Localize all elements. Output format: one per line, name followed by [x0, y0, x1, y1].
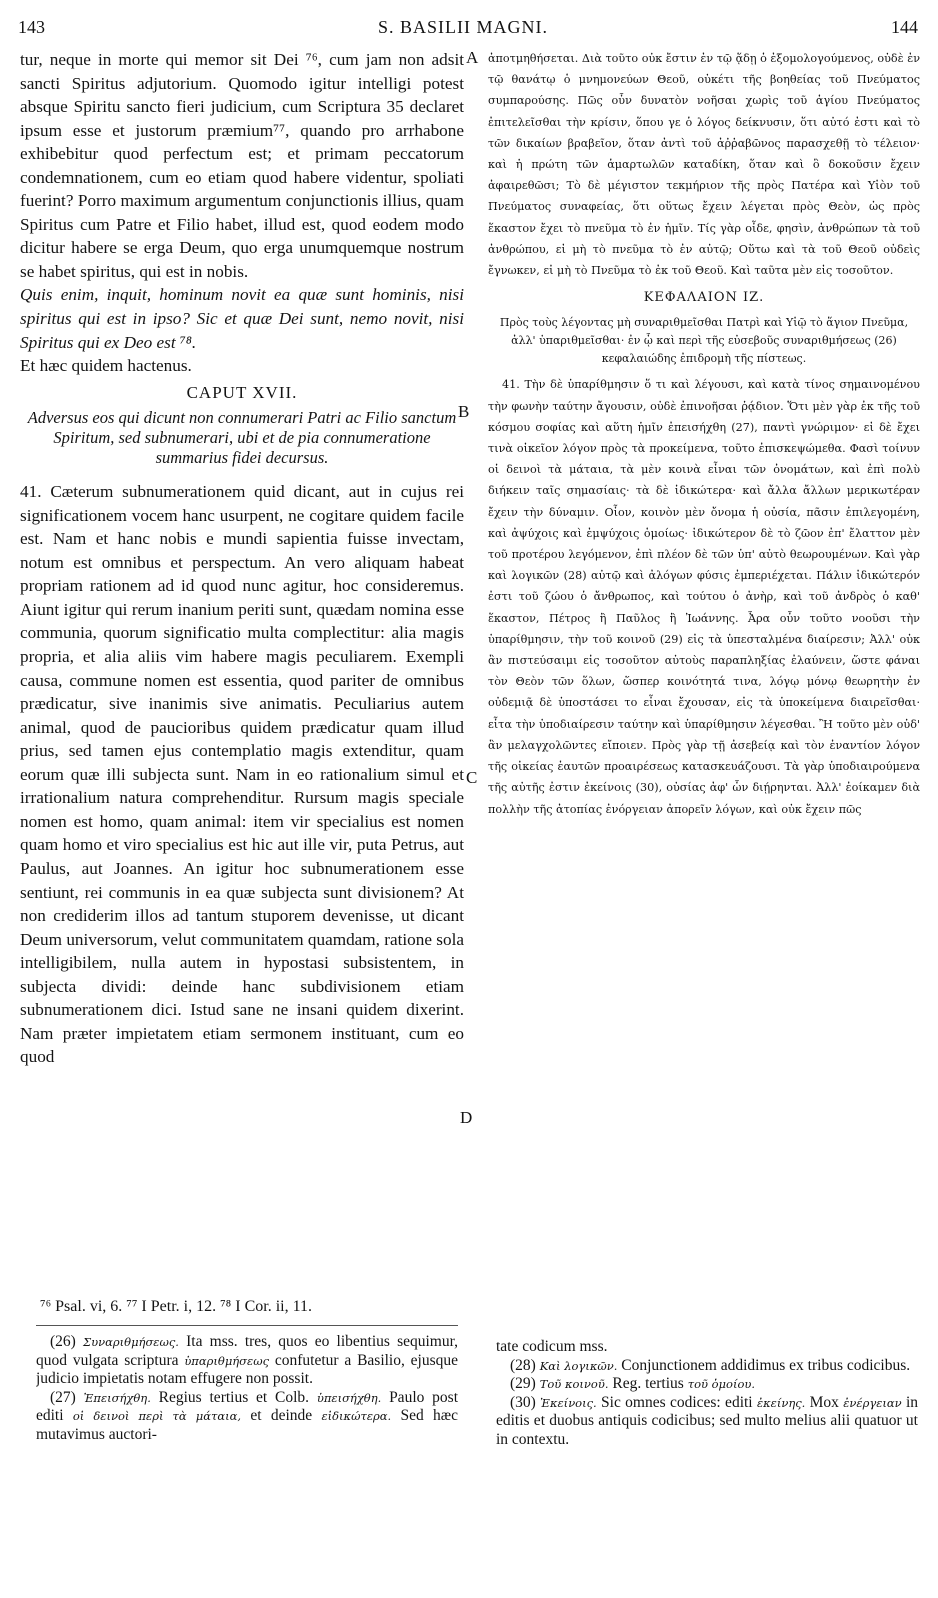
footnote-rule-left — [36, 1325, 458, 1326]
greek-paragraph-41: 41. Τὴν δὲ ὑπαρίθμησιν ὅ τι καὶ λέγουσι, καὶ κατὰ τίνος σημαινομένου τὴν φωνὴν ταύτην ἄγουσιν, οὐδὲ ἐπινοῆσαι ῥᾴδιον. Ὅτι μὲν γὰρ ἐκ τῆς τοῦ κόσμου σοφίας καὶ αὕτη ἡμῖν ἐπεισήχθη (27), παντὶ γνώριμον· εἰ δὲ ἔχει τινὰ οἰκεῖον λόγον πρὸς τὰ προκείμενα, τοῦτο ἐπισκεψώμεθα. Φασὶ τοίνυν οἱ δεινοὶ τὰ μάταια, τὰ μὲν κοινὰ εἶναι τῶν ὀνομάτων, καὶ ἐπὶ πολὺ διήκειν ταῖς σημασίαις· τὰ δὲ ἰδικώτερα· καὶ ἄλλα ἄλλων μερικωτέραν ἔχειν τὴν δύναμιν. Οἷον, κοινὸν μὲν ὄνομα ἡ οὐσία, πᾶσιν ἐπιλεγομένη, καὶ ἀψύχοις καὶ ἐμψύχοις ὁμοίως· ἰδικώτερον δὲ τὸ ζῶον ἐπ' ἔλαττον μὲν τοῦ προτέρου λεγόμενον, ἐπὶ πλέον δὲ τῶν ὑπ' αὐτὸ θεωρουμένων. Καὶ γὰρ καὶ λογικῶν (28) αὐτῷ καὶ ἀλόγων φύσις ἐμπεριέχεται. Πάλιν ἰδικώτερόν ἐστι τοῦ ζώου ὁ ἄνθρωπος, καὶ τούτου ὁ ἀνὴρ, καὶ τοῦ ἀνδρὸς ὁ καθ' ἕκαστον, Πέτρος ἢ Παῦλος ἢ Ἰωάννης. Ἆρα οὖν τοῦτο νοοῦσι τὴν ὑπαρίθμησιν, τὴν τοῦ κοινοῦ (29) εἰς τὰ ὑπεσταλμένα διαίρεσιν; Ἀλλ' οὐκ ἂν πιστεύσαιμι εἰς τοσοῦτον αὐτοὺς παραπληξίας ἐλαύνειν, ὥστε φάναι τὸν Θεὸν τῶν ὅλων, ὥσπερ κοινότητά τινα, λόγῳ μόνῳ θεωρητὴν ἐν οὐδεμιᾷ δὲ ὑποστάσει το εἶναι ἔχουσαν, εἰς τὰ ὑποκείμενα διαιρεῖσθαι· εἶτα τὴν ὑποδιαίρεσιν ταύτην καὶ ὑπαρίθμησιν λέγεσθαι. Ἢ τοῦτο μὲν οὐδ' ἂν μελαγχολῶντες εἴποιεν. Πρὸς γὰρ τῇ ἀσεβείᾳ καὶ τὸν ἐναντίον λόγον τῆς οἰκείας ἑαυτῶν προαιρέσεως κατασκευάζουσι. Τὰ γὰρ ὑποδιαιρούμενα τῆς αὐτῆς ἐστιν ἐκείνοις (30), οὐσίας ἀφ' ὧν διῄρηνται. Ἀλλ' ἐοίκαμεν διὰ πολλὴν τῆς ἀτοπίας ἐνόργειαν ἀπορεῖν λόγων, καὶ οὐκ ἔχειν πῶς — [488, 378, 920, 816]
footnote-text: Regius tertius et Colb. — [158, 1388, 310, 1406]
footnote-greek-term: Καὶ λογικῶν. — [539, 1358, 618, 1373]
footnote-greek-term: τοῦ ὁμοίου. — [687, 1377, 756, 1392]
latin-chapter-summary: Adversus eos qui dicunt non connumerari Patri ac Filio sanctum Spiritum, sed subnumerari, ubi et de pia connumeratione summarius fidei decursus. — [27, 408, 457, 468]
page-number-left: 143 — [18, 17, 45, 37]
footnote-greek-term: ὑπαριθμήσεως — [184, 1353, 270, 1368]
latin-chapter-heading: CAPUT XVII. — [186, 382, 298, 402]
greek-chapter-heading: ΚΕΦΑΛΑΙΟΝ ΙΖ. — [643, 290, 765, 306]
running-title: S. BASILII MAGNI. — [378, 17, 548, 37]
footnote-text: in editis et duobus antiquis codicibus; sed multo melius alii quatuor ut in contextu. — [496, 1393, 918, 1448]
margin-letter-b: B — [458, 402, 470, 421]
scripture-citations: ⁷⁶ Psal. vi, 6. ⁷⁷ I Petr. i, 12. ⁷⁸ I Cor. ii, 11. — [40, 1298, 312, 1315]
footnote-greek-term: ἐκείνης. — [756, 1395, 806, 1410]
footnote-label: (29) — [510, 1375, 536, 1393]
footnote-greek-term: οἱ δεινοὶ περὶ τὰ μάταια, — [72, 1409, 242, 1424]
margin-letter-c: C — [466, 768, 478, 787]
footnote-greek-term: Συναριθμήσεως. — [83, 1335, 179, 1349]
footnote-text: Conjunctionem addidimus ex tribus codicibus. — [621, 1356, 911, 1374]
footnote-30 — [496, 1394, 918, 1450]
footnote-label: (27) — [50, 1388, 76, 1406]
footnote-text: Reg. tertius — [612, 1375, 684, 1393]
margin-letter-d: D — [460, 1108, 473, 1127]
latin-scripture-quote: Quis enim, inquit, hominum novit ea quæ sunt hominis, nisi spiritus qui est in ipso? Sic et quæ Dei sunt, nemo novit, nisi Spiritus qui ex Deo est ⁷⁸. — [20, 285, 464, 352]
latin-paragraph-end: Et hæc quidem hactenus. — [20, 356, 192, 376]
footnote-greek-term: εἰδικώτερα. — [321, 1409, 392, 1424]
footnote-26 — [36, 1333, 458, 1389]
footnote-27 — [36, 1389, 458, 1445]
footnote-label: (30) — [510, 1393, 536, 1411]
footnote-text: Mox — [809, 1393, 839, 1411]
greek-paragraph-1: ἀποτμηθήσεται. Διὰ τοῦτο οὐκ ἔστιν ἐν τῷ ᾅδῃ ὁ ἐξομολογούμενος, οὐδὲ ἐν τῷ θανάτῳ ὁ μνημονεύων Θεοῦ, οὐκέτι τῆς βοηθείας τοῦ Πνεύματος συμπαρούσης. Πῶς οὖν δυνατὸν νοῆσαι χωρὶς τοῦ ἁγίου Πνεύματος ἐπιτελεῖσθαι τὴν κρίσιν, ὅπου γε ὁ λόγος δείκνυσιν, ὅτι αὐτό ἐστι καὶ τὸ τῶν δικαίων βραβεῖον, ὅταν ἀντὶ τοῦ ἀῤῥαβῶνος παρασχεθῇ τὸ τέλειον· καὶ ἡ πρώτη τῶν ἁμαρτωλῶν καταδίκη, ὅταν καὶ ὃ δοκοῦσιν ἔχειν ἀφαιρεθῶσι; Τὸ δὲ μέγιστον τεκμήριον τῆς πρὸς Πατέρα καὶ Υἱὸν τοῦ Πνεύματος συναφείας, ὅτι οὕτως ἔχειν λέγεται πρὸς Θεὸν, ὡς πρὸς ἕκαστον ἔχει τὸ πνεῦμα τὸ ἐν ἡμῖν. Τίς γὰρ οἶδε, φησὶν, ἀνθρώπων τὰ τοῦ ἀνθρώπου, εἰ μὴ τὸ πνεῦμα τὸ ἐν αὐτῷ; Οὕτω καὶ τὰ τοῦ Θεοῦ οὐδεὶς ἔγνωκεν, εἰ μὴ τὸ Πνεῦμα τὸ ἐκ τοῦ Θεοῦ. Καὶ ταῦτα μὲν εἰς τοσοῦτον. — [488, 52, 920, 278]
footnote-text: Paulo post editi — [36, 1388, 458, 1425]
footnote-greek-term: Τοῦ κοινοῦ. — [539, 1377, 609, 1392]
footnotes-left — [36, 1333, 458, 1583]
footnote-text: confutetur a Basilio, ejusque judicio impietatis notam effugere non possit. — [36, 1351, 458, 1388]
footnote-text: Sed hæc mutavimus auctori- — [36, 1407, 458, 1443]
footnote-greek-term: ὑπεισήχθη. — [316, 1390, 382, 1405]
latin-paragraph-1: tur, neque in morte qui memor sit Dei ⁷⁶, cum jam non adsit sancti Spiritus adjutorium. Quomodo igitur intelligi potest absque Spiritu sancto fieri judicium, cum Scriptura 35 declaret ipsum esse et justorum præmium⁷⁷, quando pro arrhabone exhibebitur quod perfectum est; et primam peccatorum condemnationem, cum eo etiam quod habere videntur, spoliati fuerint? Porro maximum argumentum conjunctionis illius, quam Spiritus cum Patre et Filio habet, illud est, quod eodem modo dicitur habere se erga Deum, quo erga unumquemque nostrum se habet spiritus, qui est in nobis. — [20, 50, 464, 281]
footnote-greek-term: Ἐπεισήχθη. — [83, 1390, 151, 1405]
footnote-text: et deinde — [250, 1407, 313, 1425]
margin-letter-a: A — [466, 48, 479, 67]
footnote-text: Sic omnes codices: editi — [601, 1393, 753, 1411]
greek-column — [488, 48, 920, 1293]
footnote-label: (26) — [50, 1333, 76, 1350]
page-number-right: 144 — [891, 17, 918, 37]
latin-paragraph-41: 41. Cæterum subnumerationem quid dicant, aut in cujus rei significationem vocem hanc usurpent, ne cogitare quidem facile est. Nam et hanc nobis e mundi sapientia fuisse invectam, notum est omnibus et perspectum. An vero aliquam habeat propriam rationem ad id quod nunc agitur, hoc consideremus. Aiunt igitur qui rerum inanium periti sunt, quædam nomina esse communia, quorum significatio multa complectitur: alia magis propria, et alia aliis vim habere magis peculiarem. Exempli causa, commune nomen est essentia, quod pariter de omnibus prædicatur, sive inanimis sive animatis. Peculiarius autem animal, quod de paucioribus quidem prædicatur quam illud prius, sed tamen ejus contemplatio magis extenditur, quam eorum quæ illi subjecta sunt. Nam in eo rationalium simul et irrationalium natura comprehenditur. Rursum magis speciale nomen est homo, quam animal: item vir specialius est nomen quam homo et viro specialius est hic aut ille vir, puta Petrus, aut Paulus, aut Joannes. An igitur hoc subnumerationem esse sentiunt, rei communis in ea quæ subjecta sunt divisionem? At non crediderim illos ad tantum stuporem devenisse, ut dicant Deum universorum, velut communitatem quamdam, ratione sola intelligibilem, nulla autem in hypostasi subsistentem, in subjecta dividi: deinde hanc subdivisionem etiam subnumerationem dici. Istud sane ne insani quidem dixerint. Nam præter impietatem etiam sermonem instituant, cum eo quod — [20, 482, 464, 1067]
footnote-label: (28) — [510, 1356, 536, 1374]
footnote-greek-term: Ἐκείνοις. — [540, 1395, 597, 1410]
footnote-28 — [496, 1357, 918, 1376]
greek-chapter-summary: Πρὸς τοὺς λέγοντας μὴ συναριθμεῖσθαι Πατρὶ καὶ Υἱῷ τὸ ἅγιον Πνεῦμα, ἀλλ' ὑπαριθμεῖσθαι· ἐν ᾧ καὶ περὶ τῆς εὐσεβοῦς συναριθμήσεως (26) κεφαλαιώδης ἐπιδρομὴ τῆς πίστεως. — [499, 316, 909, 366]
footnote-29 — [496, 1375, 918, 1394]
footnote-greek-term: ἐνέργειαν — [843, 1395, 902, 1410]
footnote-continuation: tate codicum mss. — [496, 1338, 608, 1355]
footnote-text: Ita mss. tres, quos eo libentius sequimur, quod vulgata scriptura — [36, 1333, 458, 1369]
latin-column — [20, 48, 464, 1293]
footnotes-right — [496, 1338, 918, 1588]
